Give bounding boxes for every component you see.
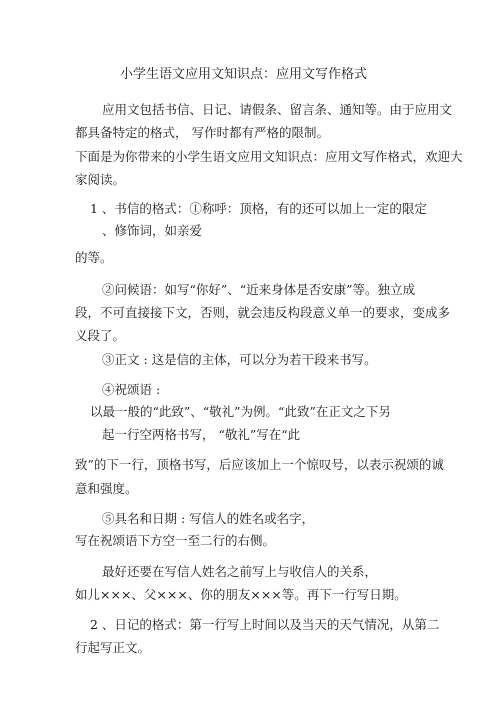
paragraph-line: 都具备特定的格式， 写作时都有严格的限制。: [75, 125, 329, 140]
paragraph-line: 家阅读。: [75, 172, 126, 187]
paragraph-line: 、修饰词，如亲爱: [102, 223, 203, 238]
paragraph-line: 段，不可直接接下文，否则，就会违反构段意义单一的要求，变成多: [75, 305, 451, 320]
document-title: 小学生语文应用文知识点：应用文写作格式: [120, 67, 368, 82]
paragraph-line: 以最一般的“此致”、“敬礼”为例。“此致”在正文之下另: [90, 404, 391, 419]
paragraph-line: 应用文包括书信、日记、请假条、留言条、通知等。由于应用文: [102, 102, 453, 117]
paragraph-line: ②问候语：如写“你好”、“近来身体是否安康”等。独立成: [102, 282, 416, 297]
paragraph-line: 义段了。: [75, 328, 126, 343]
paragraph-line: ④祝颂语 :: [102, 382, 161, 397]
paragraph-line: 的等。: [75, 250, 113, 265]
paragraph-line: 1 、书信的格式：①称呼：顶格，有的还可以加上一定的限定: [90, 201, 427, 216]
paragraph-line: 写在祝颂语下方空一至二行的右侧。: [75, 533, 276, 548]
paragraph-line: 下面是为你带来的小学生语文应用文知识点：应用文写作格式，欢迎大: [75, 149, 463, 164]
paragraph-line: 行起写正文。: [75, 640, 151, 655]
paragraph-line: 2 、日记的格式：第一行写上时间以及当天的天气情况，从第二: [90, 617, 440, 632]
paragraph-line: 致”的下一行，顶格书写，后应该加上一个惊叹号，以表示祝颂的诚: [75, 457, 444, 472]
paragraph-line: ⑤具名和日期 : 写信人的姓名或名字，: [102, 511, 315, 526]
paragraph-line: 如儿×××、父×××、你的朋友×××等。再下一行写日期。: [75, 587, 407, 602]
paragraph-line: 起一行空两格书写， “敬礼”写在“此: [102, 427, 301, 442]
paragraph-line: 意和强度。: [75, 481, 138, 496]
paragraph-line: 最好还要在写信人姓名之前写上与收信人的关系，: [102, 564, 378, 579]
paragraph-line: ③正文 : 这是信的主体，可以分为若干段来书写。: [102, 352, 377, 367]
